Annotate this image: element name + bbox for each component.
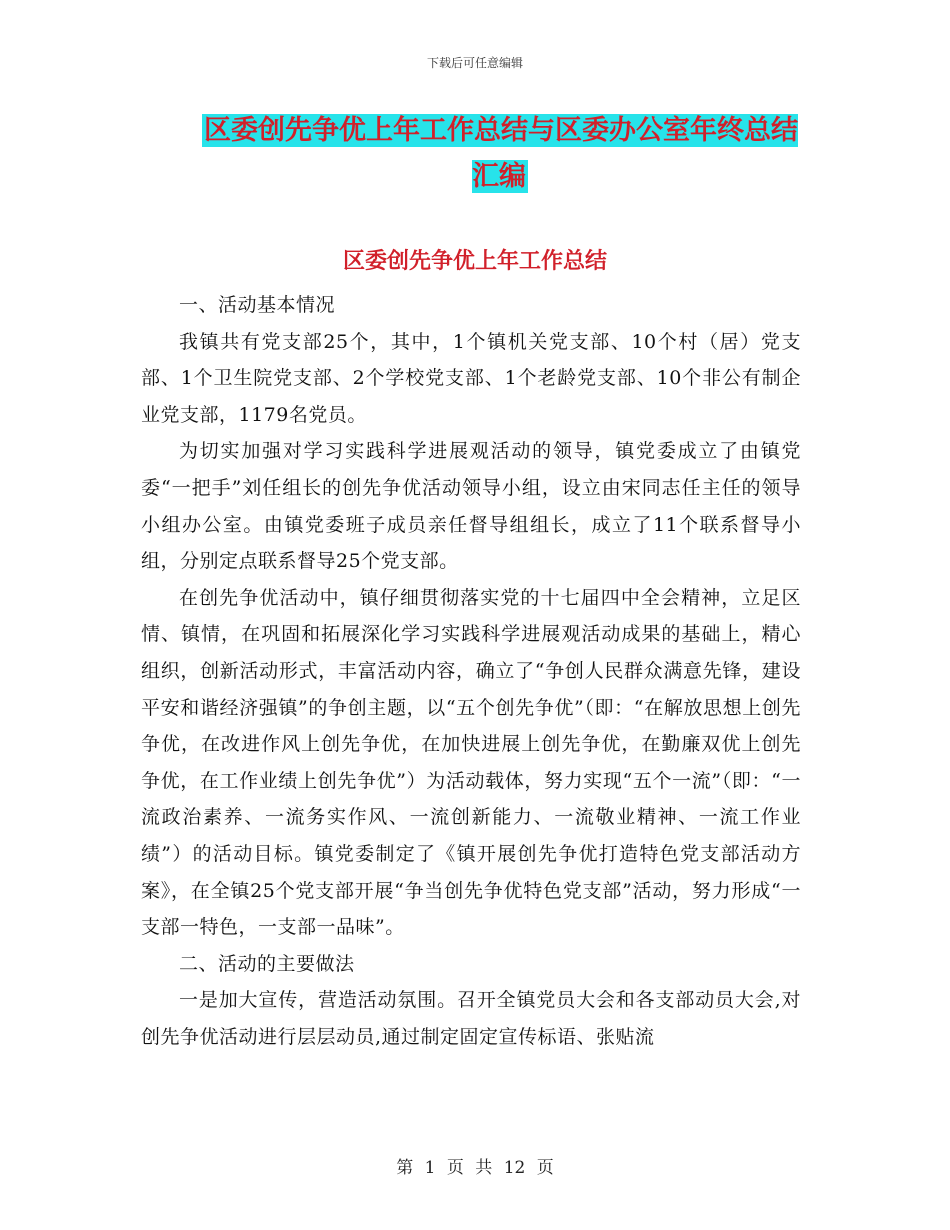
page-number: 第 1 页 共 12 页 <box>396 1158 554 1178</box>
document-body <box>141 287 801 1055</box>
paragraph: 为切实加强对学习实践科学进展观活动的领导，镇党委成立了由镇党委“一把手”刘任组长的创先争优活动领导小组，设立由宋同志任主任的领导小组办公室。由镇党委班子成员亲任督导组组长，成立了11个联系督导小组，分别定点联系督导25个党支部。 <box>141 440 801 573</box>
section-heading-2: 二、活动的主要做法 <box>179 952 355 975</box>
paragraph: 我镇共有党支部25个，其中，1个镇机关党支部、10个村（居）党支部、1个卫生院党支部、2个学校党支部、1个老龄党支部、10个非公有制企业党支部，1179名党员。 <box>141 330 801 426</box>
section-title: 区委创先争优上年工作总结 <box>342 249 607 274</box>
header-note: 下载后可任意编辑 <box>426 56 523 70</box>
paragraph: 一是加大宣传，营造活动氛围。召开全镇党员大会和各支部动员大会,对创先争优活动进行层层动员,通过制定固定宣传标语、张贴流 <box>141 989 801 1048</box>
paragraph: 在创先争优活动中，镇仔细贯彻落实党的十七届四中全会精神，立足区情、镇情，在巩固和拓展深化学习实践科学进展观活动成果的基础上，精心组织，创新活动形式，丰富活动内容，确立了“争创人民群众满意先锋，建设平安和谐经济强镇”的争创主题，以“五个创先争优”（即：“在解放思想上创先争优，在改进作风上创先争优，在加快进展上创先争优，在勤廉双优上创先争优，在工作业绩上创先争优”）为活动载体，努力实现“五个一流”（即：“一流政治素养、一流务实作风、一流创新能力、一流敬业精神、一流工作业绩”）的活动目标。镇党委制定了《镇开展创先争优打造特色党支部活动方案》，在全镇25个党支部开展“争当创先争优特色党支部”活动，努力形成“一支部一特色，一支部一品味”。 <box>141 586 801 939</box>
section-heading-1: 一、活动基本情况 <box>179 294 336 316</box>
highlighted-title-text: 区委创先争优上年工作总结与区委办公室年终总结汇编 <box>204 115 798 192</box>
document-main-title <box>190 108 810 200</box>
